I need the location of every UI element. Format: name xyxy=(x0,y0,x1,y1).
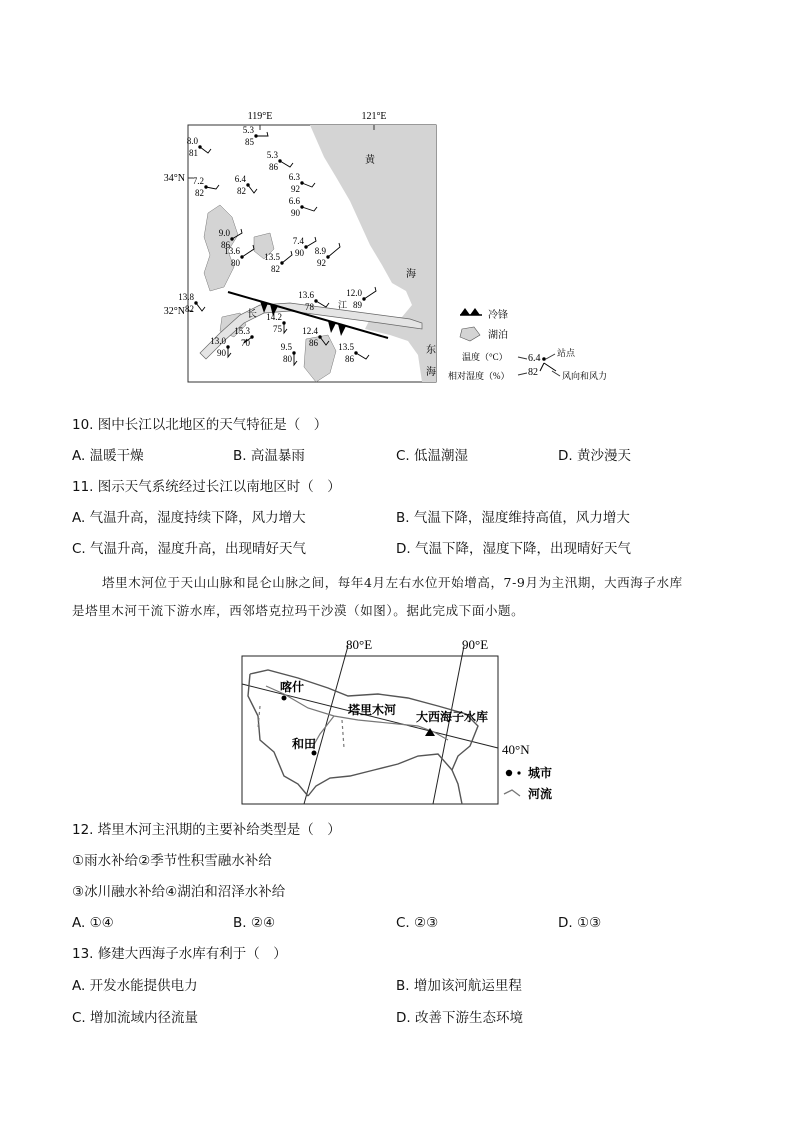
station-temp: 13.8 xyxy=(178,292,194,302)
lon-label: 119°E xyxy=(247,111,273,122)
lon-label: 121°E xyxy=(361,111,387,122)
q12-option-b[interactable]: B. ②④ xyxy=(233,915,276,931)
q10-option-c[interactable]: C. 低温潮湿 xyxy=(396,448,469,464)
q11-option-d[interactable]: D. 气温下降，湿度下降，出现晴好天气 xyxy=(396,541,631,557)
station-temp: 13.6 xyxy=(298,290,314,300)
q13-stem: 13. 修建大西海子水库有利于（ ） xyxy=(72,946,287,962)
station-humidity: 92 xyxy=(291,184,300,194)
city-legend-icon xyxy=(506,770,512,776)
station-temp: 6.6 xyxy=(288,196,300,206)
station-temp: 5.3 xyxy=(266,150,278,160)
station-temp: 7.4 xyxy=(292,236,304,246)
q11-stem: 11. 图示天气系统经过长江以南地区时（ ） xyxy=(72,479,341,495)
station-humidity: 78 xyxy=(305,302,314,312)
station-humidity: 90 xyxy=(217,348,226,358)
station-temp: 12.4 xyxy=(302,326,318,336)
tarim-river-label: 塔里木河 xyxy=(348,703,397,717)
legend-sample-humid: 82 xyxy=(528,367,538,378)
lat-label: 34°N xyxy=(163,173,185,184)
hotan-city-dot xyxy=(312,751,317,756)
q13-option-a[interactable]: A. 开发水能提供电力 xyxy=(72,978,198,994)
station-humidity: 81 xyxy=(189,148,198,158)
tarim-map xyxy=(238,636,598,808)
station-humidity: 82 xyxy=(271,264,280,274)
lat-label: 40°N xyxy=(502,742,530,757)
q12-option-d[interactable]: D. ①③ xyxy=(558,915,602,931)
q11-option-c[interactable]: C. 气温升高，湿度升高，出现晴好天气 xyxy=(72,541,307,557)
station-humidity: 85 xyxy=(245,137,254,147)
q13-option-b[interactable]: B. 增加该河航运里程 xyxy=(396,978,522,994)
station-humidity: 92 xyxy=(317,258,326,268)
legend-temp-label: 温度（°C） xyxy=(462,352,508,362)
station-humidity: 82 xyxy=(185,304,194,314)
reservoir-label: 大西海子水库 xyxy=(416,710,489,724)
station-temp: 7.2 xyxy=(192,176,204,186)
station-humidity: 80 xyxy=(231,258,240,268)
legend-wind-icon xyxy=(540,363,556,371)
station-temp: 6.4 xyxy=(234,174,246,184)
lon-label: 90°E xyxy=(462,637,489,652)
q10-stem: 10. 图中长江以北地区的天气特征是（ ） xyxy=(72,417,328,433)
q10-option-d[interactable]: D. 黄沙漫天 xyxy=(558,448,631,464)
sea-label: 东 xyxy=(426,345,436,356)
station-humidity: 90 xyxy=(295,248,304,258)
q13-option-c[interactable]: C. 增加流域内径流量 xyxy=(72,1010,199,1026)
station-temp: 13.5 xyxy=(264,252,280,262)
station-temp: 6.3 xyxy=(288,172,300,182)
station-temp: 13.5 xyxy=(338,342,354,352)
weather-map xyxy=(160,105,620,390)
river-legend-icon xyxy=(504,790,520,796)
sea-label: 黄 xyxy=(365,155,375,166)
station-temp: 9.5 xyxy=(280,342,292,352)
station-humidity: 90 xyxy=(291,208,300,218)
hotan-label: 和田 xyxy=(292,737,317,751)
q12-option-c[interactable]: C. ②③ xyxy=(396,915,439,931)
legend-river: 河流 xyxy=(528,787,553,801)
legend-lake: 湖泊 xyxy=(488,330,508,341)
station-humidity: 75 xyxy=(273,324,282,334)
station-humidity: 86 xyxy=(269,162,278,172)
legend-station: 站点 xyxy=(557,348,576,358)
legend-humid-label: 相对湿度（%） xyxy=(448,371,510,381)
lake-legend-icon xyxy=(460,327,480,341)
legend-city: 城市 xyxy=(528,766,553,780)
legend-sample-temp: 6.4 xyxy=(528,353,541,364)
station-temp: 13.6 xyxy=(224,246,240,256)
river-label: 长 xyxy=(247,309,257,320)
sea-label: 海 xyxy=(426,367,436,378)
cold-front-legend-icon xyxy=(460,308,480,315)
lon-label: 80°E xyxy=(346,637,373,652)
passage-line-2: 是塔里木河干流下游水库，西邻塔克拉玛干沙漠（如图）。据此完成下面小题。 xyxy=(72,603,525,618)
station-humidity: 86 xyxy=(221,240,230,250)
station-humidity: 86 xyxy=(345,354,354,364)
station-temp: 5.3 xyxy=(242,125,254,135)
station-temp: 8.0 xyxy=(186,136,198,146)
station-temp: 14.2 xyxy=(266,312,282,322)
station-humidity: 86 xyxy=(309,338,318,348)
station-temp: 13.0 xyxy=(210,336,226,346)
kashi-label: 喀什 xyxy=(280,680,305,694)
legend-cold-front: 冷锋 xyxy=(488,310,508,321)
lat-label: 32°N xyxy=(163,306,185,317)
station-humidity: 89 xyxy=(353,300,362,310)
passage-line-1: 塔里木河位于天山山脉和昆仑山脉之间，每年4月左右水位开始增高，7-9月为主汛期，大西海子水库 xyxy=(102,575,683,590)
q13-option-d[interactable]: D. 改善下游生态环境 xyxy=(396,1010,523,1026)
q10-option-b[interactable]: B. 高温暴雨 xyxy=(233,448,305,464)
q11-option-a[interactable]: A. 气温升高，湿度持续下降，风力增大 xyxy=(72,510,306,526)
station-temp: 12.0 xyxy=(346,288,362,298)
station-humidity: 80 xyxy=(283,354,292,364)
q12-stem: 12. 塔里木河主汛期的主要补给类型是（ ） xyxy=(72,822,341,838)
station-temp: 15.3 xyxy=(234,326,250,336)
kashi-city-dot xyxy=(282,696,287,701)
station-humidity: 82 xyxy=(195,188,204,198)
river-label: 江 xyxy=(338,300,348,310)
q11-option-b[interactable]: B. 气温下降，湿度维持高值，风力增大 xyxy=(396,510,630,526)
station-humidity: 70 xyxy=(241,338,250,348)
sea-label: 海 xyxy=(406,269,416,280)
q12-option-a[interactable]: A. ①④ xyxy=(72,915,114,931)
station-temp: 9.0 xyxy=(218,228,230,238)
station-temp: 8.9 xyxy=(314,246,326,256)
legend-wind: 风向和风力 xyxy=(562,371,608,381)
q12-choices-2: ③冰川融水补给④湖泊和沼泽水补给 xyxy=(72,884,286,900)
q10-option-a[interactable]: A. 温暖干燥 xyxy=(72,448,144,464)
station-humidity: 82 xyxy=(237,186,246,196)
q12-choices-1: ①雨水补给②季节性积雪融水补给 xyxy=(72,853,272,869)
